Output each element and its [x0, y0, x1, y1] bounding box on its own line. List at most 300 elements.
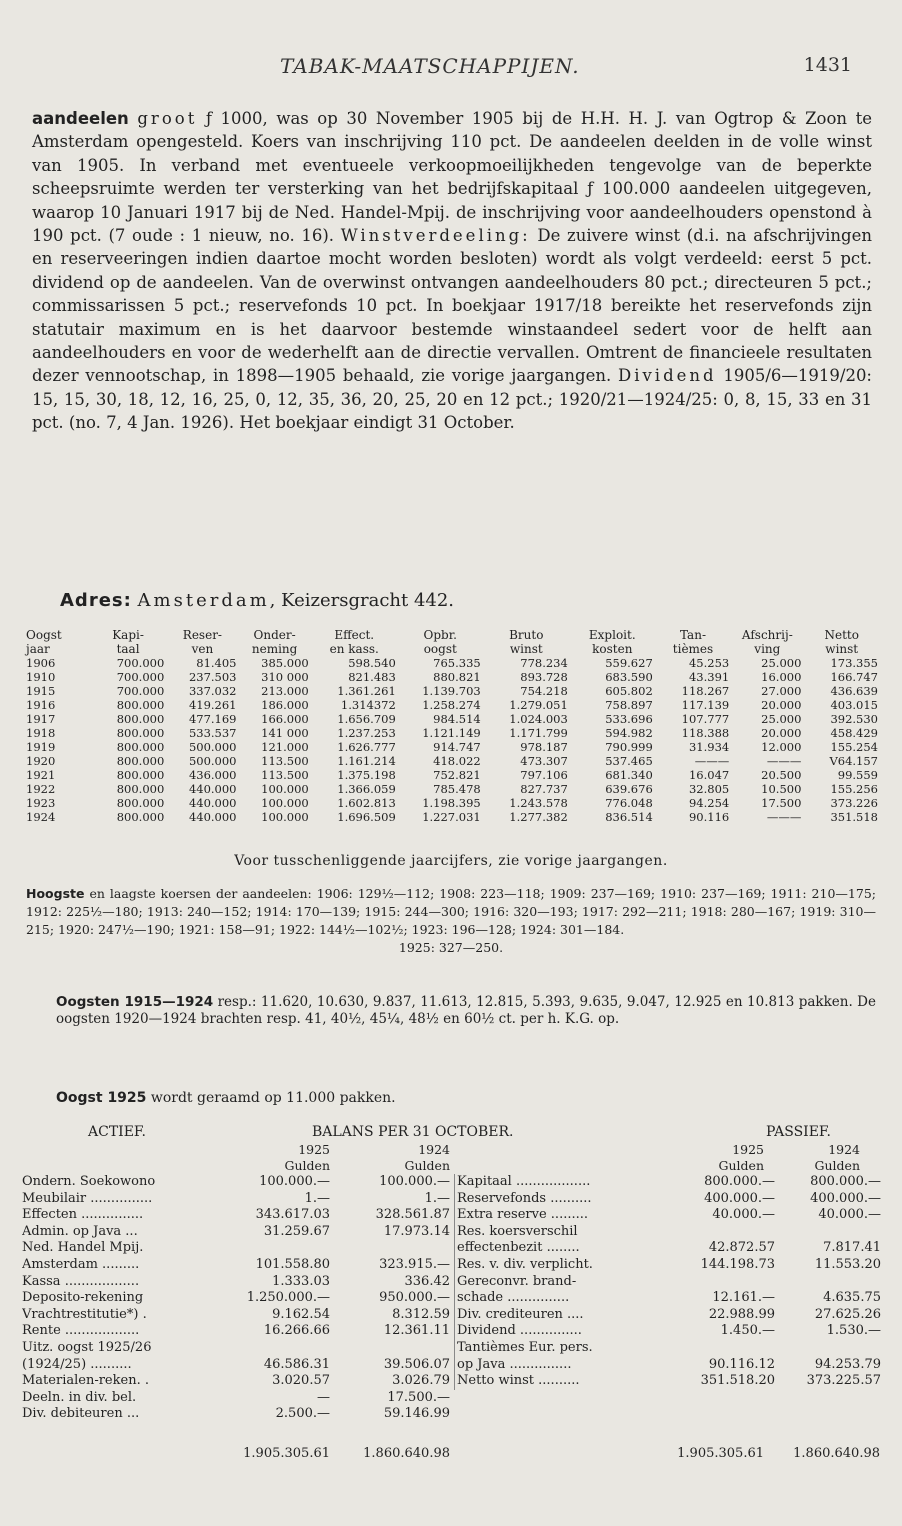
balance-row [22, 1323, 450, 1340]
table-cell: 1.375.198 [337, 768, 396, 782]
balance-title: BALANS PER 31 OCTOBER. [312, 1124, 514, 1140]
table-cell: 1.626.777 [337, 740, 396, 754]
balance-row [22, 1340, 450, 1357]
balance-item-value: 328.561.87 [375, 1207, 450, 1223]
table-cell: 94.254 [688, 796, 730, 810]
table-row [24, 670, 880, 684]
balance-item-label: Ned. Handel Mpij. [22, 1240, 144, 1256]
table-header-cell: taal [116, 642, 140, 656]
balance-row [22, 1373, 450, 1390]
table-cell: 16.000 [761, 670, 802, 684]
table-cell: 107.777 [681, 712, 730, 726]
balance-item-value: 1.— [424, 1190, 450, 1206]
table-header-cell: neming [251, 642, 298, 656]
table-cell: 800.000 [116, 740, 165, 754]
left-year-1925: 1925 [298, 1142, 330, 1157]
table-cell: 1915 [26, 684, 56, 698]
balance-item-label: Effecten ............... [22, 1207, 144, 1223]
left-unit-1924: Gulden [404, 1158, 450, 1173]
table-cell: 1.139.703 [422, 684, 481, 698]
balance-row [22, 1207, 450, 1224]
table-row [24, 754, 880, 768]
table-cell: 27.000 [761, 684, 802, 698]
table-row [24, 782, 880, 796]
table-cell: 403.015 [830, 698, 878, 712]
table-row [24, 684, 880, 698]
table-cell: 173.355 [830, 656, 878, 670]
table-cell: 186.000 [261, 698, 309, 712]
table-cell: 765.335 [433, 656, 481, 670]
table-cell: 20.000 [761, 726, 802, 740]
lead-spaced-term: groot [137, 109, 198, 128]
table-cell: 1.258.274 [422, 698, 481, 712]
balance-item-label: Materialen-reken. . [22, 1373, 149, 1389]
table-cell: 440.000 [188, 782, 237, 796]
balance-item-value: 12.161.— [712, 1290, 775, 1306]
table-cell: 700.000 [116, 670, 165, 684]
balance-row [457, 1357, 881, 1374]
balance-item-label: Vrachtrestitutie*) . [22, 1306, 147, 1322]
balance-row [22, 1240, 450, 1257]
table-header-cell: Bruto [509, 628, 544, 642]
paragraph-text-1: ƒ 1000, was op 30 November 1905 bij de H.H. H. J. van Ogtrop & Zoon te Amsterdam opengesteld. Koers van inschrijving 110 pct. De aandeelen deelden in de volle winst van 1905. In verband met eventueele verkoopmoeilijkheden tengevolge van de beperkte scheepsruimte werden ter versterking van het bedrijfskapitaal ƒ 100.000 aandeelen uitgegeven, waarop 10 Januari 1917 bij de Ned. Handel-Mpij. de inschrijving voor aandeelhouders openstond à 190 pct. (7 oude : 1 nieuw, no. 16). [32, 109, 872, 246]
table-cell: 800.000 [116, 754, 165, 768]
table-cell: 337.032 [188, 684, 237, 698]
table-cell: 1.237.253 [337, 726, 396, 740]
address-city: Amsterdam [137, 590, 270, 611]
balance-row [22, 1390, 450, 1407]
table-cell: 100.000 [261, 796, 309, 810]
balance-item-value: 17.973.14 [383, 1223, 450, 1239]
table-cell: 880.821 [433, 670, 481, 684]
table-cell: 984.514 [433, 712, 481, 726]
table-cell: 800.000 [116, 782, 165, 796]
table-cell: 90.116 [688, 810, 730, 824]
balance-item-value: 11.553.20 [814, 1256, 881, 1272]
balance-item-value: 800.000.— [810, 1174, 881, 1189]
left-unit-1925: Gulden [284, 1158, 330, 1173]
table-cell: 1.171.799 [509, 726, 568, 740]
balance-row [457, 1290, 881, 1307]
balance-row [457, 1257, 881, 1274]
table-cell: 758.897 [605, 698, 653, 712]
balance-row [457, 1340, 881, 1357]
price-history-text: en laagste koersen der aandeelen: 1906: 129½—112; 1908: 223—118; 1909: 237—169; 1910: 237—169; 1911: 210—175; 1912: 225½—180; 1913: 240—152; 1914: 170—139; 1915: 244—300; 1916: 320—193; 1917: 292—211; 1918: 280—167; 1919: 310—215; 1920: 247½—190; 1921: 158—91; 1922: 144½—102½; 1923: 196—128; 1924: 301—184. [26, 886, 876, 937]
right-year-1925: 1925 [732, 1142, 764, 1157]
table-cell: 800.000 [116, 712, 165, 726]
harvest-1925 [56, 1090, 396, 1106]
table-cell: 1.361.261 [337, 684, 396, 698]
balance-item-label: Kassa .................. [22, 1273, 140, 1289]
table-header-row [24, 628, 880, 642]
table-cell: 45.253 [688, 656, 730, 670]
balance-item-label: Div. debiteuren ... [22, 1406, 140, 1422]
table-cell: 213.000 [261, 684, 309, 698]
table-row [24, 740, 880, 754]
table-cell: 436.639 [830, 684, 878, 698]
balance-row [457, 1240, 881, 1257]
table-cell: 166.000 [261, 712, 309, 726]
table-header-cell: Netto [824, 628, 859, 642]
balance-item-label: Meubilair ............... [22, 1190, 153, 1206]
table-cell: 914.747 [433, 740, 481, 754]
price-history-label: Hoogste [26, 886, 85, 901]
balance-item-label: schade ............... [457, 1290, 570, 1306]
balance-row [457, 1174, 881, 1191]
table-header-cell: Exploit. [588, 628, 636, 642]
table-header-cell: Kapi- [112, 628, 144, 642]
table-header-cell: oogst [423, 642, 457, 656]
total-left-1925: 1.905.305.61 [243, 1446, 330, 1461]
table-cell: 800.000 [116, 768, 165, 782]
table-cell: 113.500 [261, 754, 309, 768]
table-header-cell: jaar [26, 642, 50, 656]
table-cell: 681.340 [605, 768, 653, 782]
table-cell: 754.218 [520, 684, 568, 698]
balance-item-label: Extra reserve ......... [457, 1207, 588, 1223]
balance-item-label: op Java ............... [457, 1356, 572, 1372]
balance-row [22, 1307, 450, 1324]
balance-item-value: 400.000.— [810, 1190, 881, 1206]
table-cell: 836.514 [605, 810, 653, 824]
table-cell: 117.139 [681, 698, 730, 712]
balance-item-value: 3.020.57 [272, 1373, 330, 1389]
total-right-1925: 1.905.305.61 [677, 1446, 764, 1461]
table-cell: 100.000 [261, 782, 309, 796]
balance-item-value: 12.361.11 [383, 1323, 450, 1339]
table-cell: 121.000 [261, 740, 309, 754]
paragraph-text-3: 1905/6—1919/20: 15, 15, 30, 18, 12, 16, 25, 0, 12, 35, 36, 20, 25, 20 en 12 pct.; 1920/21—1924/25: 0, 8, 15, 33 en 31 pct. (no. 7, 4 Jan. 1926). Het boekjaar eindigt 31 October. [32, 366, 872, 433]
table-cell: 821.483 [348, 670, 396, 684]
balance-item-value: 40.000.— [818, 1207, 881, 1223]
table-cell: 605.802 [605, 684, 653, 698]
address-street: , Keizersgracht 442. [269, 590, 455, 611]
table-cell: 1920 [26, 754, 56, 768]
table-cell: 99.559 [837, 768, 878, 782]
table-cell: 778.234 [520, 656, 568, 670]
table-cell: 800.000 [116, 698, 165, 712]
table-cell: 43.391 [688, 670, 730, 684]
balance-row [457, 1307, 881, 1324]
table-cell: 827.737 [520, 782, 568, 796]
balance-item-label: Gereconvr. brand- [457, 1273, 577, 1289]
table-cell: 700.000 [116, 656, 165, 670]
table-cell: V64.157 [829, 754, 878, 768]
paragraph-text-2: De zuivere winst (d.i. na afschrijvingen en reserveeringen indien daartoe mocht worden besloten) wordt als volgt verdeeld: eerst 5 pct. dividend op de aandeelen. Van de overwinst ontvangen aandeelhouders 80 pct.; directeuren 5 pct.; commissarissen 5 pct.; reservefonds 10 pct. In boekjaar 1917/18 bereikte het reservefonds zijn statutair maximum en is het daarvoor bestemde winstaandeel sedert voor de helft aan aandeelhouders en voor de wederhelft aan de directie vervallen. Omtrent de financieele resultaten dezer vennootschap, in 1898—1905 behaald, zie vorige jaargangen. [32, 226, 872, 386]
balance-item-value: 8.312.59 [392, 1306, 450, 1322]
harvests-label: Oogsten 1915—1924 [56, 994, 214, 1010]
lead-term: aandeelen [32, 109, 129, 128]
table-cell: 533.537 [188, 726, 237, 740]
balance-item-value: 40.000.— [712, 1207, 775, 1223]
balance-item-value: 46.586.31 [263, 1356, 330, 1372]
table-cell: 25.000 [761, 656, 802, 670]
actief-heading: ACTIEF. [88, 1124, 146, 1140]
harvest-1925-text: wordt geraamd op 11.000 pakken. [146, 1090, 396, 1106]
table-cell: 1.277.382 [509, 810, 568, 824]
total-right-1924: 1.860.640.98 [793, 1446, 880, 1461]
balance-row [22, 1257, 450, 1274]
table-header-cell: Effect. [334, 628, 375, 642]
annual-figures-table [24, 628, 880, 824]
balance-item-value: 42.872.57 [708, 1240, 775, 1256]
table-cell: 639.676 [605, 782, 653, 796]
table-cell: 893.728 [520, 670, 568, 684]
table-cell: 166.747 [830, 670, 878, 684]
table-cell: 100.000 [261, 810, 309, 824]
balance-row [457, 1191, 881, 1208]
table-row [24, 796, 880, 810]
table-cell: 440.000 [188, 810, 237, 824]
balance-item-value: 950.000.— [379, 1290, 450, 1306]
balance-item-label: Div. crediteuren .... [457, 1306, 584, 1322]
table-cell: 20.000 [761, 698, 802, 712]
table-header-cell: Oogst [26, 628, 62, 642]
balance-item-value: 1.333.03 [272, 1273, 330, 1289]
table-cell: 594.982 [605, 726, 653, 740]
table-cell: 500.000 [188, 754, 237, 768]
table-cell: 683.590 [605, 670, 653, 684]
balance-item-value: 9.162.54 [272, 1306, 330, 1322]
table-cell: 419.261 [188, 698, 237, 712]
table-row [24, 726, 880, 740]
table-cell: 1.198.395 [422, 796, 481, 810]
balance-item-value: 3.026.79 [392, 1373, 450, 1389]
table-cell: 790.999 [605, 740, 653, 754]
table-row [24, 698, 880, 712]
table-cell: 1910 [26, 670, 56, 684]
balance-row [22, 1357, 450, 1374]
balance-item-label: Deposito-rekening [22, 1290, 144, 1306]
table-header-cell: Onder- [253, 628, 296, 642]
balance-row [22, 1224, 450, 1241]
table-cell: 81.405 [196, 656, 237, 670]
table-cell: 537.465 [605, 754, 653, 768]
table-cell: 752.821 [433, 768, 481, 782]
table-cell: 1.121.149 [422, 726, 481, 740]
table-cell: 1.656.709 [337, 712, 396, 726]
table-cell: 700.000 [116, 684, 165, 698]
table-cell: 155.256 [830, 782, 878, 796]
table-cell: 598.540 [348, 656, 396, 670]
table-cell: 533.696 [605, 712, 653, 726]
table-cell: 797.106 [520, 768, 568, 782]
table-cell: 118.388 [681, 726, 730, 740]
table-cell: 800.000 [116, 796, 165, 810]
balance-row [457, 1224, 881, 1241]
balance-row [22, 1290, 450, 1307]
table-cell: 351.518 [830, 810, 878, 824]
balance-item-value: 27.625.26 [814, 1306, 881, 1322]
table-cell: 31.934 [688, 740, 730, 754]
table-cell: 1906 [26, 656, 56, 670]
table-cell: 500.000 [188, 740, 237, 754]
balance-item-label: Res. v. div. verplicht. [457, 1256, 593, 1272]
balance-item-label: Netto winst .......... [457, 1373, 580, 1389]
balance-item-label: Ondern. Soekowono [22, 1174, 156, 1189]
balance-item-value: 1.— [304, 1190, 330, 1206]
running-title: TABAK-MAATSCHAPPIJEN. [280, 54, 580, 78]
table-cell: 458.429 [830, 726, 878, 740]
table-row [24, 810, 880, 824]
balance-row [22, 1174, 450, 1191]
table-header-cell: Tan- [679, 628, 706, 642]
balance-item-value: 343.617.03 [255, 1207, 330, 1223]
right-year-1924: 1924 [828, 1142, 860, 1157]
address-label: Adres: [60, 590, 132, 611]
address-line [60, 590, 454, 611]
table-header-row [24, 642, 880, 656]
balance-item-value: 90.116.12 [708, 1356, 775, 1372]
winstverdeeling-term: Winstverdeeling: [340, 226, 531, 246]
table-header-cell: en kass. [329, 642, 379, 656]
actief-column [22, 1174, 450, 1423]
price-history-last: 1925: 327—250. [398, 940, 504, 955]
table-cell: 1.366.059 [337, 782, 396, 796]
balance-item-value: 1.530.— [826, 1323, 881, 1339]
table-cell: 1.243.578 [509, 796, 568, 810]
table-cell: 436.000 [188, 768, 237, 782]
balance-item-label: Kapitaal .................. [457, 1174, 591, 1189]
table-cell: 1921 [26, 768, 56, 782]
balance-item-value: 323.915.— [379, 1256, 450, 1272]
balance-row [457, 1373, 881, 1390]
table-cell: 1.314372 [340, 698, 396, 712]
balance-item-value: 101.558.80 [255, 1256, 330, 1272]
harvest-1925-label: Oogst 1925 [56, 1090, 147, 1106]
balance-row [457, 1323, 881, 1340]
passief-heading: PASSIEF. [766, 1124, 831, 1140]
table-cell: 418.022 [433, 754, 481, 768]
table-header-cell: Afschrij- [741, 628, 793, 642]
table-header-cell: ving [754, 642, 781, 656]
balance-item-value: 16.266.66 [263, 1323, 330, 1339]
balance-row [457, 1207, 881, 1224]
balance-sheet [22, 1124, 882, 1464]
balance-item-label: effectenbezit ........ [457, 1240, 580, 1256]
table-cell: 373.226 [830, 796, 878, 810]
table-cell: 1917 [26, 712, 56, 726]
balance-item-value: 144.198.73 [700, 1256, 775, 1272]
balance-item-label: Reservefonds .......... [457, 1190, 592, 1206]
table-header-cell: winst [509, 642, 543, 656]
table-cell: 1.602.813 [337, 796, 396, 810]
table-cell: 800.000 [116, 810, 165, 824]
passief-column [454, 1174, 881, 1390]
table-row [24, 656, 880, 670]
table-header-cell: winst [825, 642, 859, 656]
balance-item-label: Rente .................. [22, 1323, 140, 1339]
table-cell: 473.307 [520, 754, 568, 768]
price-history [26, 885, 876, 957]
balance-row [457, 1274, 881, 1291]
balance-item-value: 1.250.000.— [246, 1290, 330, 1306]
table-cell: ——— [766, 810, 802, 824]
balance-item-label: Res. koersverschil [457, 1223, 578, 1239]
table-cell: 385.000 [261, 656, 309, 670]
table-cell: 16.047 [688, 768, 730, 782]
table-row [24, 768, 880, 782]
balance-item-label: Deeln. in div. bel. [22, 1389, 137, 1405]
balance-item-value: 351.518.20 [700, 1373, 775, 1389]
page-header [0, 54, 902, 86]
balance-item-value: 800.000.— [704, 1174, 775, 1189]
balance-item-value: 373.225.57 [806, 1373, 881, 1389]
dividend-term: Dividend [617, 366, 717, 386]
table-footnote: Voor tusschenliggende jaarcijfers, zie vorige jaargangen. [234, 853, 668, 869]
table-cell: 785.478 [433, 782, 481, 796]
balance-item-label: (1924/25) .......... [22, 1356, 132, 1372]
balance-item-label: Tantièmes Eur. pers. [457, 1339, 593, 1355]
total-left-1924: 1.860.640.98 [363, 1446, 450, 1461]
table-cell: 1924 [26, 810, 56, 824]
table-cell: ——— [766, 754, 802, 768]
balance-item-value: 39.506.07 [383, 1356, 450, 1372]
balance-row [22, 1191, 450, 1208]
balance-item-value: 94.253.79 [814, 1356, 881, 1372]
balance-item-value: 4.635.75 [823, 1290, 881, 1306]
balance-item-label: Admin. op Java ... [22, 1223, 138, 1239]
table-cell: ——— [694, 754, 730, 768]
table-header-cell: kosten [592, 642, 633, 656]
table-cell: 1916 [26, 698, 56, 712]
balance-item-value: 7.817.41 [823, 1240, 881, 1256]
table-cell: 559.627 [605, 656, 653, 670]
balance-item-value: 100.000.— [259, 1174, 330, 1189]
table-cell: 141 000 [261, 726, 309, 740]
table-cell: 1.696.509 [337, 810, 396, 824]
table-cell: 978.187 [520, 740, 568, 754]
balance-row [22, 1406, 450, 1423]
table-cell: 1.024.003 [509, 712, 568, 726]
right-unit-1924: Gulden [814, 1158, 860, 1173]
balance-item-value: 100.000.— [379, 1174, 450, 1189]
balance-item-label: Dividend ............... [457, 1323, 582, 1339]
table-header-cell: Opbr. [423, 628, 457, 642]
table-cell: 237.503 [188, 670, 237, 684]
table-cell: 1923 [26, 796, 56, 810]
balance-item-value: 59.146.99 [383, 1406, 450, 1422]
right-unit-1925: Gulden [718, 1158, 764, 1173]
table-cell: 32.805 [688, 782, 730, 796]
table-cell: 25.000 [761, 712, 802, 726]
balance-item-value: — [317, 1389, 330, 1405]
table-cell: 1.161.214 [337, 754, 396, 768]
table-cell: 155.254 [830, 740, 878, 754]
balance-item-value: 22.988.99 [708, 1306, 775, 1322]
table-cell: 800.000 [116, 726, 165, 740]
table-cell: 118.267 [681, 684, 730, 698]
balance-item-label: Uitz. oogst 1925/26 [22, 1339, 152, 1355]
balance-item-value: 31.259.67 [263, 1223, 330, 1239]
table-header-cell: ven [191, 642, 214, 656]
table-cell: 20.500 [761, 768, 802, 782]
table-cell: 477.169 [188, 712, 237, 726]
table-cell: 1.227.031 [422, 810, 481, 824]
left-year-1924: 1924 [418, 1142, 450, 1157]
table-cell: 17.500 [761, 796, 802, 810]
table-cell: 12.000 [761, 740, 802, 754]
page-number: 1431 [803, 54, 852, 76]
table-cell: 1918 [26, 726, 56, 740]
table-cell: 440.000 [188, 796, 237, 810]
harvests-paragraph [56, 994, 876, 1028]
balance-item-value: 400.000.— [704, 1190, 775, 1206]
table-cell: 392.530 [830, 712, 878, 726]
table-cell: 310 000 [261, 670, 309, 684]
balance-item-value: 1.450.— [720, 1323, 775, 1339]
table-header-cell: tièmes [672, 642, 714, 656]
